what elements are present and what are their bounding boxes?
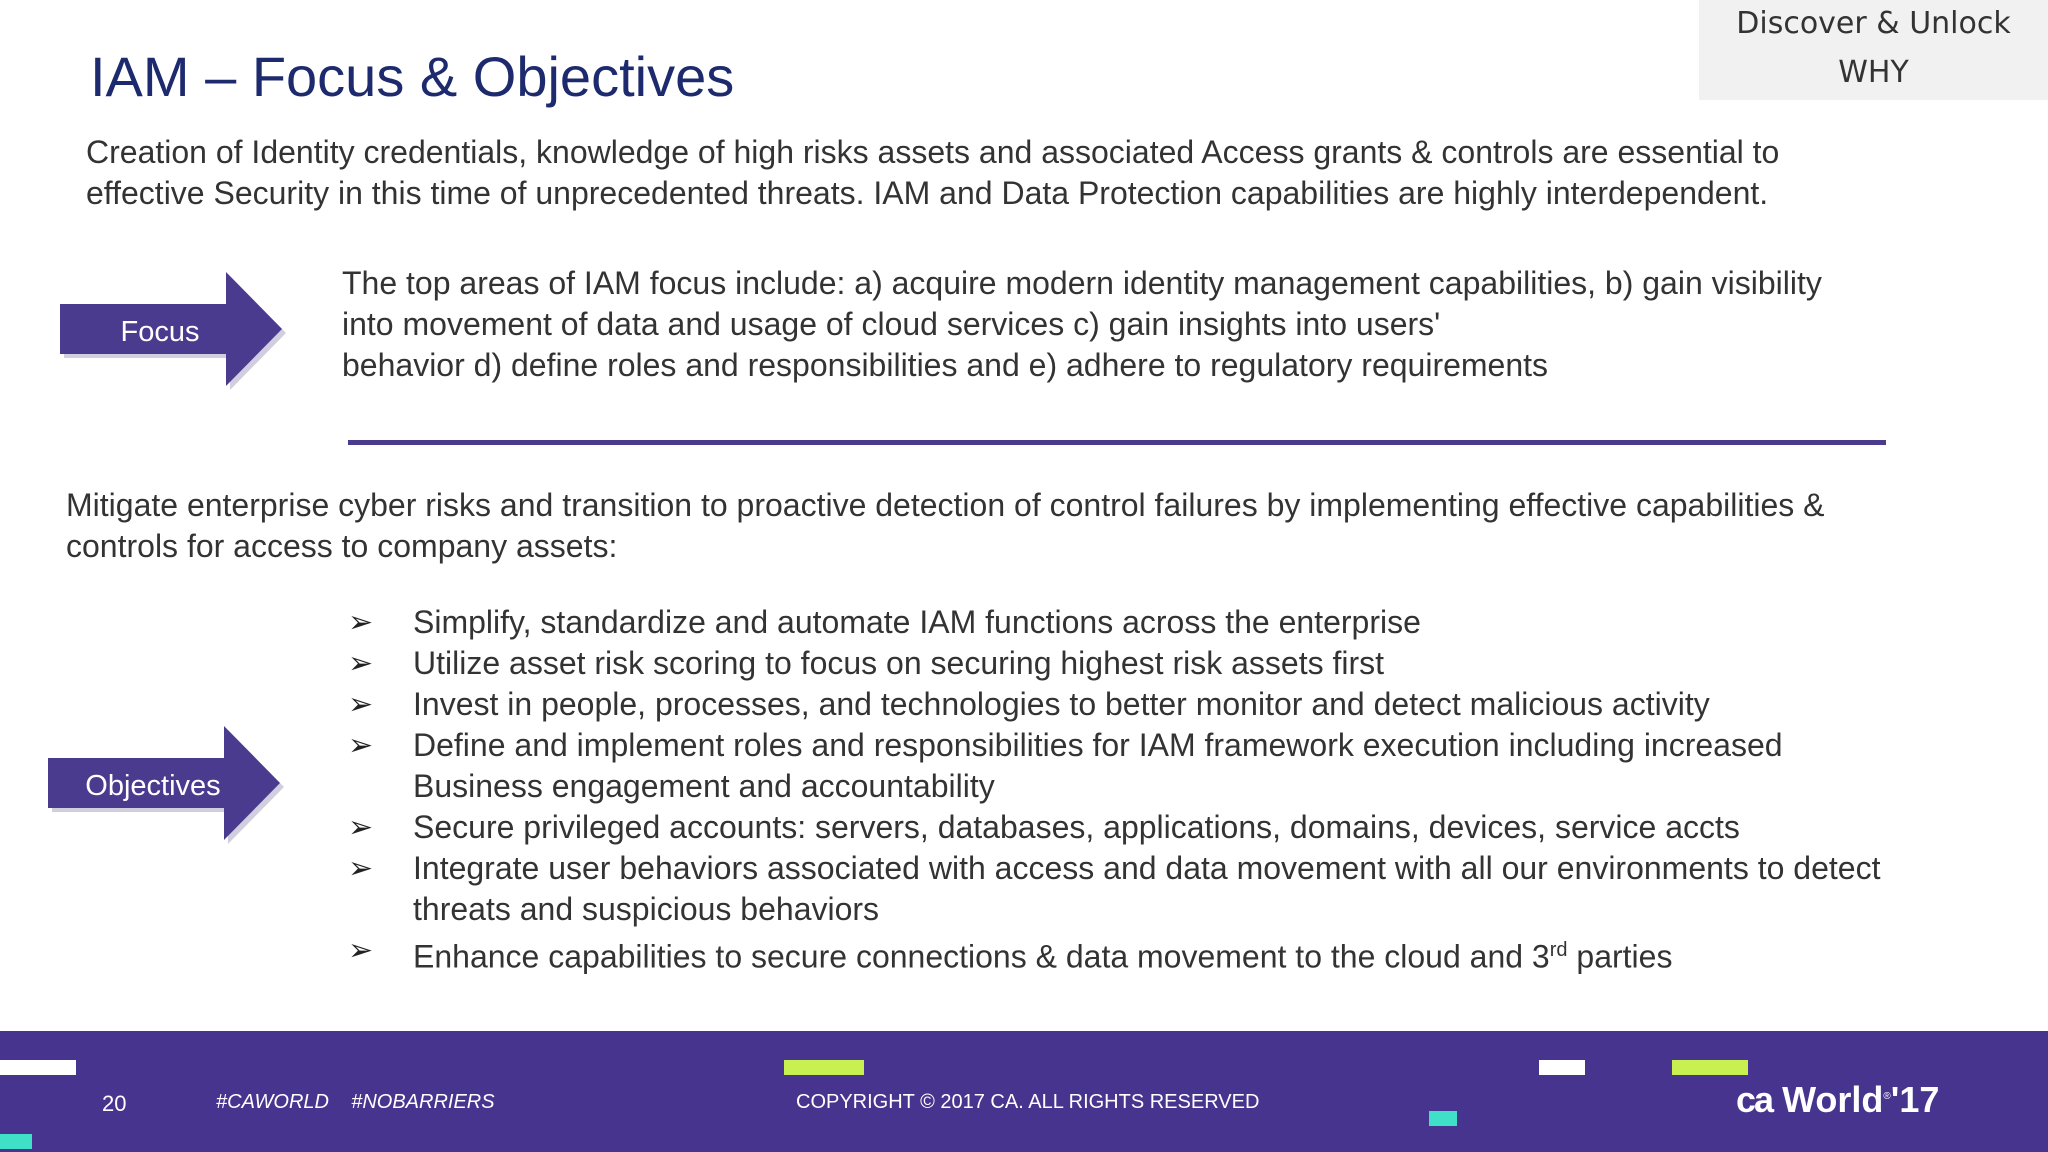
objective-text-end: parties xyxy=(1567,938,1673,975)
mitigate-line: controls for access to company assets: xyxy=(66,528,618,564)
footer-deco-white-right xyxy=(1539,1060,1585,1075)
logo-ca-mark: ca xyxy=(1736,1079,1773,1120)
arrow-bullet-icon: ➢ xyxy=(348,810,374,845)
objective-item xyxy=(0,725,2013,807)
ordinal-suffix: rd xyxy=(1549,939,1568,961)
arrow-bullet-icon: ➢ xyxy=(348,728,374,763)
logo-world-text: World xyxy=(1782,1079,1884,1120)
intro-paragraph xyxy=(86,132,1986,214)
arrow-bullet-icon: ➢ xyxy=(348,605,374,640)
mitigate-paragraph xyxy=(66,485,2016,567)
footer-deco-teal-right xyxy=(1429,1111,1457,1126)
section-divider xyxy=(348,440,1886,445)
objective-line: Utilize asset risk scoring to focus on securing highest risk assets first xyxy=(413,645,1385,681)
footer-deco-lime-right xyxy=(1672,1060,1748,1075)
objective-line: Simplify, standardize and automate IAM functions across the enterprise xyxy=(413,604,1421,640)
logo-year: '17 xyxy=(1890,1079,1940,1120)
slide-title: IAM – Focus & Objectives xyxy=(90,45,735,108)
intro-line: Creation of Identity credentials, knowledge of high risks assets and associated Access grants & controls are essential to xyxy=(86,134,1780,170)
objectives-arrow-label: Objectives xyxy=(85,770,221,802)
objective-line: Integrate user behaviors associated with access and data movement with all our environments to detect xyxy=(413,850,1881,886)
arrow-bullet-icon: ➢ xyxy=(348,933,374,968)
logo-trademark: ® xyxy=(1883,1091,1891,1102)
copyright-notice: COPYRIGHT © 2017 CA. ALL RIGHTS RESERVED xyxy=(796,1091,1260,1113)
intro-line: effective Security in this time of unprecedented threats. IAM and Data Protection capabilities are highly interdependent. xyxy=(86,175,1769,211)
focus-arrow-label: Focus xyxy=(120,316,200,348)
focus-arrow xyxy=(60,272,290,394)
footer-deco-lime-center xyxy=(784,1060,864,1075)
footer-deco-teal-left xyxy=(0,1134,32,1149)
arrow-bullet-icon: ➢ xyxy=(348,851,374,886)
focus-line: behavior d) define roles and responsibilities and e) adhere to regulatory requirements xyxy=(342,347,1549,383)
objective-text: Enhance capabilities to secure connections & data movement to the cloud and 3 xyxy=(413,938,1550,975)
footer-bar xyxy=(0,1031,2048,1152)
arrow-bullet-icon: ➢ xyxy=(348,646,374,681)
objective-line xyxy=(413,930,2013,978)
objective-item xyxy=(0,807,2013,848)
focus-text xyxy=(342,263,2042,386)
objective-item xyxy=(0,848,2013,930)
corner-tag xyxy=(1699,0,2048,100)
corner-tag-line1: Discover & Unlock xyxy=(1736,6,2011,41)
focus-line: into movement of data and usage of cloud services c) gain insights into users' xyxy=(342,306,1441,342)
objective-item xyxy=(0,930,2013,978)
mitigate-line: Mitigate enterprise cyber risks and transition to proactive detection of control failures by implementing effective capabilities & xyxy=(66,487,1825,523)
arrow-bullet-icon: ➢ xyxy=(348,687,374,722)
objective-line: Invest in people, processes, and technologies to better monitor and detect malicious activity xyxy=(413,686,1710,722)
objective-item xyxy=(0,602,2013,643)
objective-item xyxy=(0,643,2013,684)
objectives-list xyxy=(0,602,2048,978)
footer-deco-white-left xyxy=(0,1060,76,1075)
objective-line: Business engagement and accountability xyxy=(413,768,995,804)
objective-line: Secure privileged accounts: servers, databases, applications, domains, devices, service accts xyxy=(413,809,1740,845)
objective-line: Define and implement roles and responsibilities for IAM framework execution including increased xyxy=(413,727,1783,763)
ca-world-logo xyxy=(1736,1079,1939,1121)
footer-hashtags: #CAWORLD #NOBARRIERS xyxy=(216,1091,495,1113)
page-number: 20 xyxy=(102,1091,127,1116)
objective-item xyxy=(0,684,2013,725)
focus-line: The top areas of IAM focus include: a) acquire modern identity management capabilities, b) gain visibility xyxy=(342,265,1822,301)
objective-line: threats and suspicious behaviors xyxy=(413,891,880,927)
corner-tag-line2: WHY xyxy=(1838,55,1909,90)
